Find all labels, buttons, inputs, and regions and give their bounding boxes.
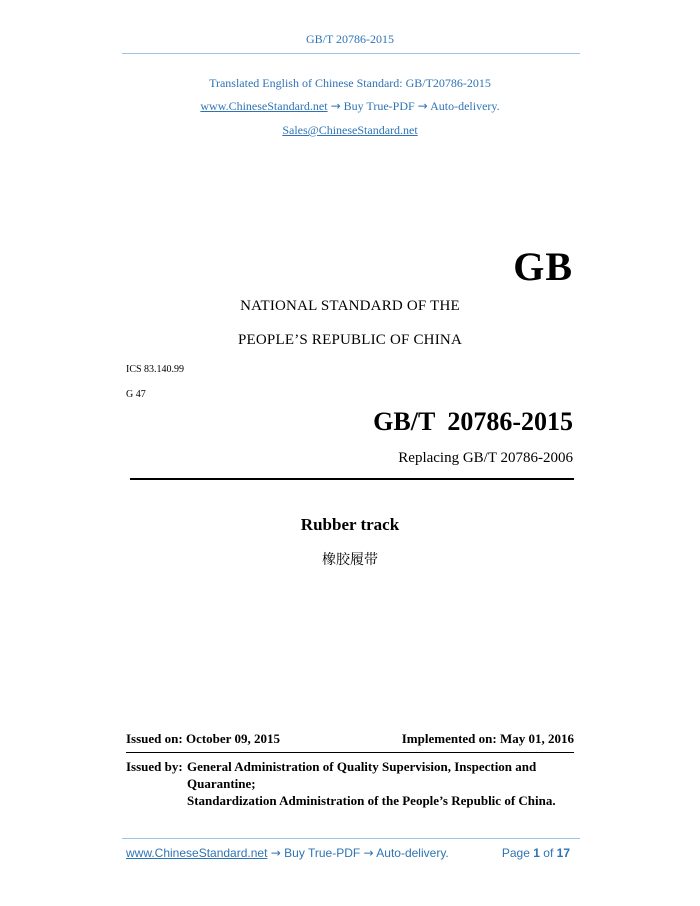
page-total: 17 [556, 846, 570, 860]
ics-code: ICS 83.140.99 [126, 364, 185, 375]
footer-buy-text: Buy True-PDF [284, 846, 361, 860]
issuing-org-1-line1: General Administration of Quality Supervision, Inspection and [187, 759, 537, 774]
standard-number: GB/T 20786-2015 [373, 407, 573, 436]
issuing-org-1-line2: Quarantine; [187, 776, 256, 791]
footer-site-link[interactable]: www.ChineseStandard.net [126, 846, 268, 860]
footer-purchase-line [126, 846, 449, 860]
issuing-organizations [187, 758, 577, 809]
page-current: 1 [533, 846, 540, 860]
title-chinese: 橡胶履带 [322, 552, 378, 568]
page-of-label: of [543, 846, 554, 860]
gb-mark: GB [513, 244, 573, 289]
page-label: Page [501, 846, 530, 860]
header-standard-code: GB/T 20786-2015 [305, 32, 395, 46]
ccs-code: G 47 [126, 389, 146, 400]
national-standard-line2: PEOPLE’S REPUBLIC OF CHINA [238, 332, 462, 348]
right-arrow-icon: → [363, 846, 374, 860]
right-arrow-icon: → [330, 99, 341, 113]
right-arrow-icon: → [270, 846, 281, 860]
footer-delivery-text: Auto-delivery. [376, 846, 449, 860]
translation-notice-text: Translated English of Chinese Standard: GB/T20786-2015 [209, 76, 491, 90]
purchase-notice [0, 99, 700, 114]
site-link[interactable]: www.ChineseStandard.net [200, 99, 328, 113]
issuing-org-2: Standardization Administration of the People’s Republic of China. [187, 793, 556, 808]
issued-by-label: Issued by: [126, 759, 183, 774]
auto-delivery-text: Auto-delivery. [430, 99, 500, 113]
implemented-on-date: Implemented on: May 01, 2016 [401, 731, 574, 746]
replacing-standard: Replacing GB/T 20786-2006 [398, 450, 573, 466]
title-english: Rubber track [300, 515, 400, 534]
email-notice [0, 123, 700, 138]
sales-email-link[interactable]: Sales@ChineseStandard.net [282, 123, 418, 137]
issued-on-date: Issued on: October 09, 2015 [126, 731, 280, 746]
header-divider [122, 53, 580, 54]
issue-divider [126, 752, 574, 753]
translation-notice [0, 76, 700, 91]
right-arrow-icon: → [417, 99, 428, 113]
buy-pdf-text: Buy True-PDF [343, 99, 415, 113]
title-divider [130, 478, 574, 480]
national-standard-line1: NATIONAL STANDARD OF THE [240, 298, 460, 314]
footer-divider [122, 838, 580, 839]
page-indicator [502, 846, 570, 860]
